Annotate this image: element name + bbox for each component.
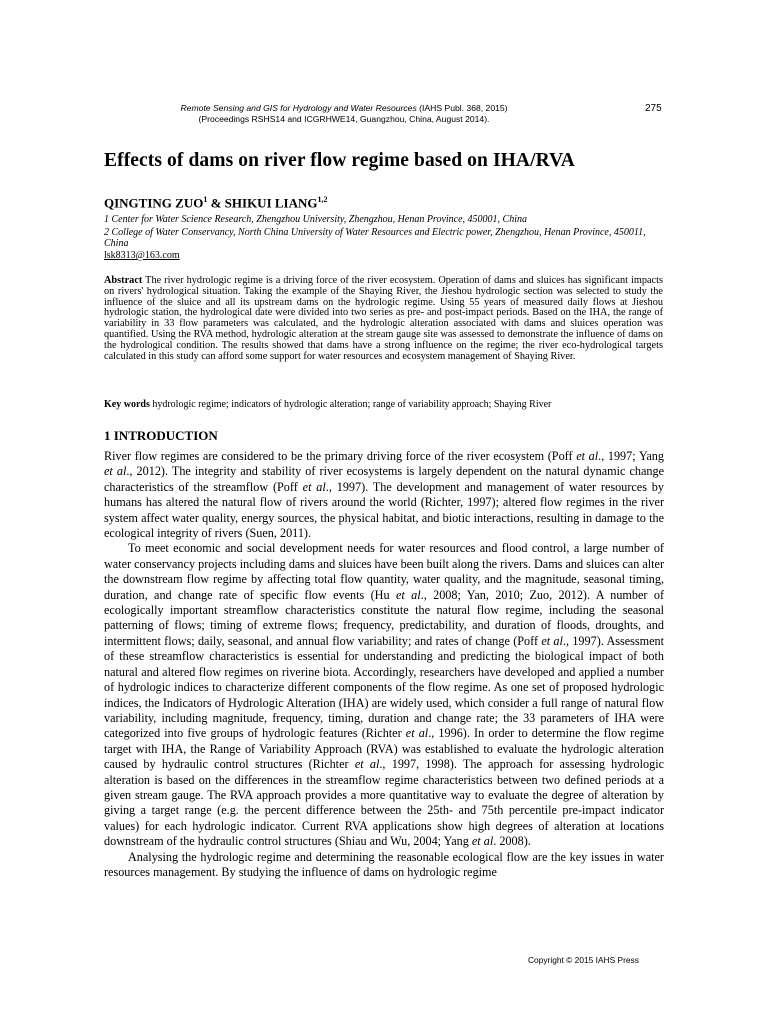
author-separator: & — [207, 195, 225, 211]
author-list — [104, 195, 328, 211]
paragraph-1: River flow regimes are considered to be the primary driving force of the river ecosystem (Poff et al., 1997; Yang et al., 2012). The integrity and stability of river ecosystems is largely dependent on the natural dynamic change characteristics of the streamflow (Poff et al., 1997). The development and management of water resources by humans has altered the natural flow of rivers around the world (Richter, 1997); altered flow regimes in the river system affect water quality, energy sources, the physical habitat, and biotic interactions, resulting in damage to the ecological integrity of rivers (Suen, 2011). — [104, 449, 664, 541]
affiliation-1: 1 Center for Water Science Research, Zhengzhou University, Zhengzhou, Henan Province, 450001, China — [104, 214, 527, 225]
abstract-label: Abstract — [104, 275, 143, 286]
journal-name: Remote Sensing and GIS for Hydrology and Water Resources — [180, 103, 417, 113]
keywords-text: hydrologic regime; indicators of hydrologic alteration; range of variability approach; Shaying River — [149, 399, 552, 410]
abstract-text: The river hydrologic regime is a driving force of the river ecosystem. Operation of dams and sluices has significant impacts on rivers' hydrological situation. Taking the example of the Shaying River, the Jieshou hydrologic section was selected to study the influence of the sluice and all its upstream dams on the hydrologic regime. Using 55 years of measured daily flows at Jieshou hydrologic station, the hydrological date were divided into two series as pre- and post-impact periods. Based on the IHA, the range of variability in 33 flow parameters was calculated, and the hydrologic alteration associated with dams and sluices operation was quantified. Using the RVA method, hydrologic alteration at the stream gauge site was assessed to demonstrate the influence of dams on the hydrological condition. The results showed that dams have a strong influence on the regime; the river eco-hydrological targets calculated in this study can afford some support for water resources and ecosystem management of Shaying River. — [104, 275, 663, 362]
author-2-affiliation-marker: 1,2 — [317, 195, 328, 204]
page-number: 275 — [645, 103, 662, 114]
abstract — [104, 276, 663, 362]
journal-header — [104, 103, 664, 125]
copyright-notice: Copyright © 2015 IAHS Press — [528, 955, 639, 965]
journal-citation — [104, 103, 584, 114]
paragraph-2: To meet economic and social development needs for water resources and flood control, a large number of water conservancy projects including dams and sluices have been built along the rivers. Dams and sluices can alter the downstream flow regime by affecting total flow quantity, water quality, and the magnitude, seasonal timing, duration, and change rate of specific flow events (Hu et al., 2008; Yan, 2010; Zuo, 2012). A number of ecologically important streamflow characteristics constitute the natural flow regime, including the seasonal patterning of flows; timing of extreme flows; frequency, predictability, and duration of floods, droughts, and intermittent flows; daily, seasonal, and annual flow variability; and rates of change (Poff et al., 1997). Assessment of these streamflow characteristics is essential for understanding and predicting the biological impact of both natural and altered flow regimes on riverine biota. Accordingly, researchers have developed and applied a number of hydrologic indices to characterize different components of the flow regime. As one set of proposed hydrologic indices, the Indicators of Hydrologic Alteration (IHA) are widely used, which consider a full range of natural flow variability, including magnitude, frequency, timing, duration and change rate; the 33 parameters of IHA were categorized into five groups of hydrologic features (Richter et al., 1996). In order to determine the flow regime target with IHA, the Range of Variability Approach (RVA) was established to evaluate the hydrologic alteration caused by hydraulic control structures (Richter et al., 1997, 1998). The approach for assessing hydrologic alteration is based on the differences in the streamflow regime characteristics between two defined periods at a given stream gauge. The RVA approach provides a more quantitative way to evaluate the degree of alteration by giving a target range (e.g. the percent difference between the 25th- and 75th percentile pre-impact indicator values) for each hydrologic indicator. Current RVA applications show high degrees of alteration at locations downstream of the hydraulic control structures (Shiau and Wu, 2004; Yang et al. 2008). — [104, 541, 664, 849]
keywords-label: Key words — [104, 399, 150, 410]
author-email-link[interactable]: lsk8313@163.com — [104, 250, 180, 261]
author-2: SHIKUI LIANG — [224, 195, 318, 211]
affiliation-2: 2 College of Water Conservancy, North China University of Water Resources and Electric power, Zhengzhou, Henan Province, 450011, China — [104, 227, 646, 249]
paragraph-3: Analysing the hydrologic regime and determining the reasonable ecological flow are the key issues in water resources management. By studying the influence of dams on hydrologic regime — [104, 849, 664, 879]
author-1-affiliation-marker: 1 — [203, 195, 208, 204]
keywords — [104, 399, 664, 410]
paper-title: Effects of dams on river flow regime based on IHA/RVA — [104, 150, 575, 171]
proceedings-line: (Proceedings RSHS14 and ICGRHWE14, Guangzhou, China, August 2014). — [198, 114, 490, 124]
journal-publication: (IAHS Publ. 368, 2015) — [416, 103, 508, 113]
section-heading-introduction: 1 INTRODUCTION — [104, 428, 218, 443]
author-1: QINGTING ZUO — [104, 195, 204, 211]
introduction-body — [104, 449, 664, 880]
